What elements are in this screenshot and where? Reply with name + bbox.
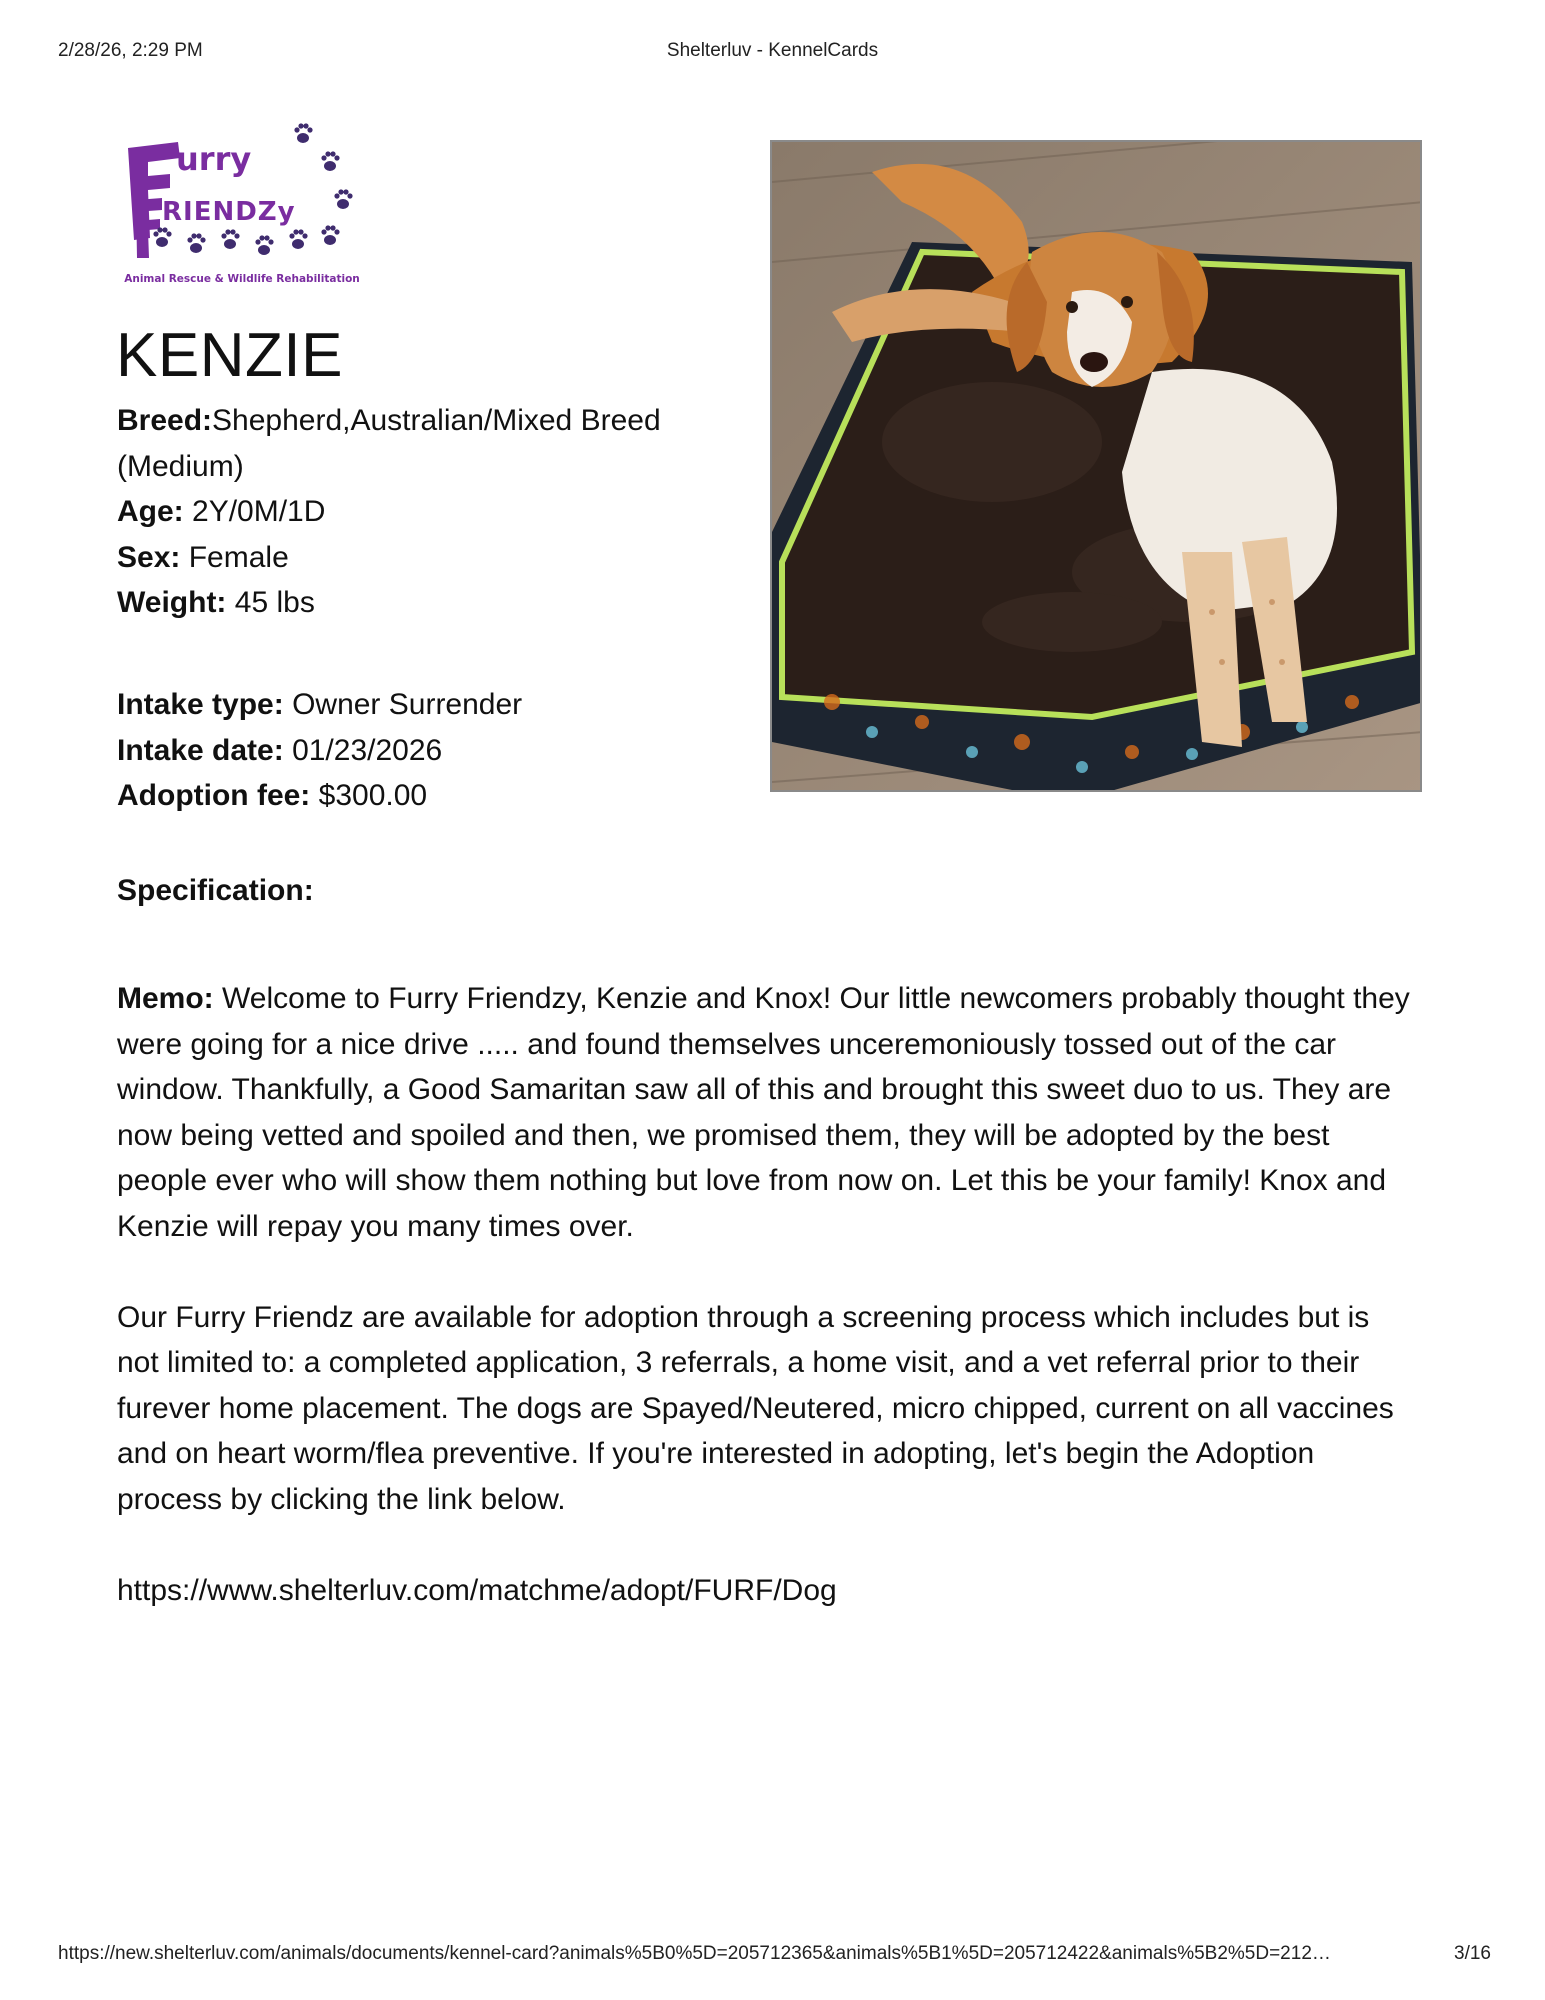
memo-text-1: Welcome to Furry Friendzy, Kenzie and Knox! Our little newcomers probably thought they were going for a nice drive ..... and found themselves unceremoniously tossed out of the car window. Thankfully, a Good Samaritan saw all of this and brought this sweet duo to us. They are now being vetted and spoiled and then, we promised them, they will be adopted by the best people ever who will show them nothing but love from now on. Let this be your family! Knox and Kenzie will repay you many times over. (117, 982, 1410, 1243)
memo-paragraph-1 (117, 976, 1417, 1249)
logo-word-urry: urry (176, 140, 252, 178)
adoption-fee-label: Adoption fee: (117, 779, 311, 812)
breed-row (117, 398, 737, 489)
intake-date-value: 01/23/2026 (292, 733, 443, 767)
intake-type-value: Owner Surrender (292, 688, 523, 721)
intake-date-row (117, 728, 737, 774)
specification-heading: Specification: (117, 874, 314, 907)
animal-details (117, 398, 737, 626)
print-page-title: Shelterluv - KennelCards (666, 40, 879, 61)
breed-label: Breed: (117, 404, 213, 437)
adoption-fee-row (117, 773, 737, 819)
breed-value: Shepherd,Australian/Mixed Breed (Medium) (117, 404, 661, 483)
weight-row (117, 580, 737, 626)
weight-label: Weight: (117, 586, 227, 619)
intake-date-label: Intake date: (117, 733, 284, 767)
logo-graphic (118, 118, 366, 294)
adoption-fee-value: $300.00 (318, 779, 428, 812)
logo-tagline: Animal Rescue & Wildlife Rehabilitation (124, 273, 360, 285)
logo-letter-f-bottom (136, 198, 162, 258)
print-footer-url: https://new.shelterluv.com/animals/documents/kennel-card?animals%5B0%5D=205712365&animals%5B1%5D=205712422&animals%5B2%5D=212… (58, 1943, 1331, 1964)
intake-type-label: Intake type: (117, 688, 284, 721)
weight-value: 45 lbs (234, 586, 315, 619)
adoption-link[interactable]: https://www.shelterluv.com/matchme/adopt/FURF/Dog (117, 1573, 837, 1607)
memo-paragraph-2: Our Furry Friendz are available for adoption through a screening process which includes but is not limited to: a completed application, 3 referrals, a home visit, and a vet referral prior to their furever home placement. The dogs are Spayed/Neutered, micro chipped, current on all vaccines and on heart worm/flea preventive. If you're interested in adopting, let's begin the Adoption process by clicking the link below. (117, 1300, 1394, 1516)
print-datetime: 2/28/26, 2:29 PM (58, 40, 203, 61)
sex-value: Female (188, 540, 289, 574)
age-value: 2Y/0M/1D (192, 495, 326, 528)
animal-name: KENZIE (116, 321, 343, 390)
intake-details (117, 682, 737, 819)
dog-on-bed-image (772, 142, 1422, 792)
print-page-number: 3/16 (1454, 1943, 1491, 1964)
sex-label: Sex: (117, 540, 181, 574)
memo-section (117, 976, 1417, 1659)
age-row (117, 489, 737, 535)
logo-word-riendzy: RIENDZy (162, 197, 296, 227)
furry-friendzy-logo (118, 118, 366, 294)
age-label: Age: (117, 495, 184, 528)
animal-photo (770, 140, 1422, 792)
intake-type-row (117, 682, 737, 728)
memo-label: Memo: (117, 982, 214, 1015)
sex-row (117, 535, 737, 581)
